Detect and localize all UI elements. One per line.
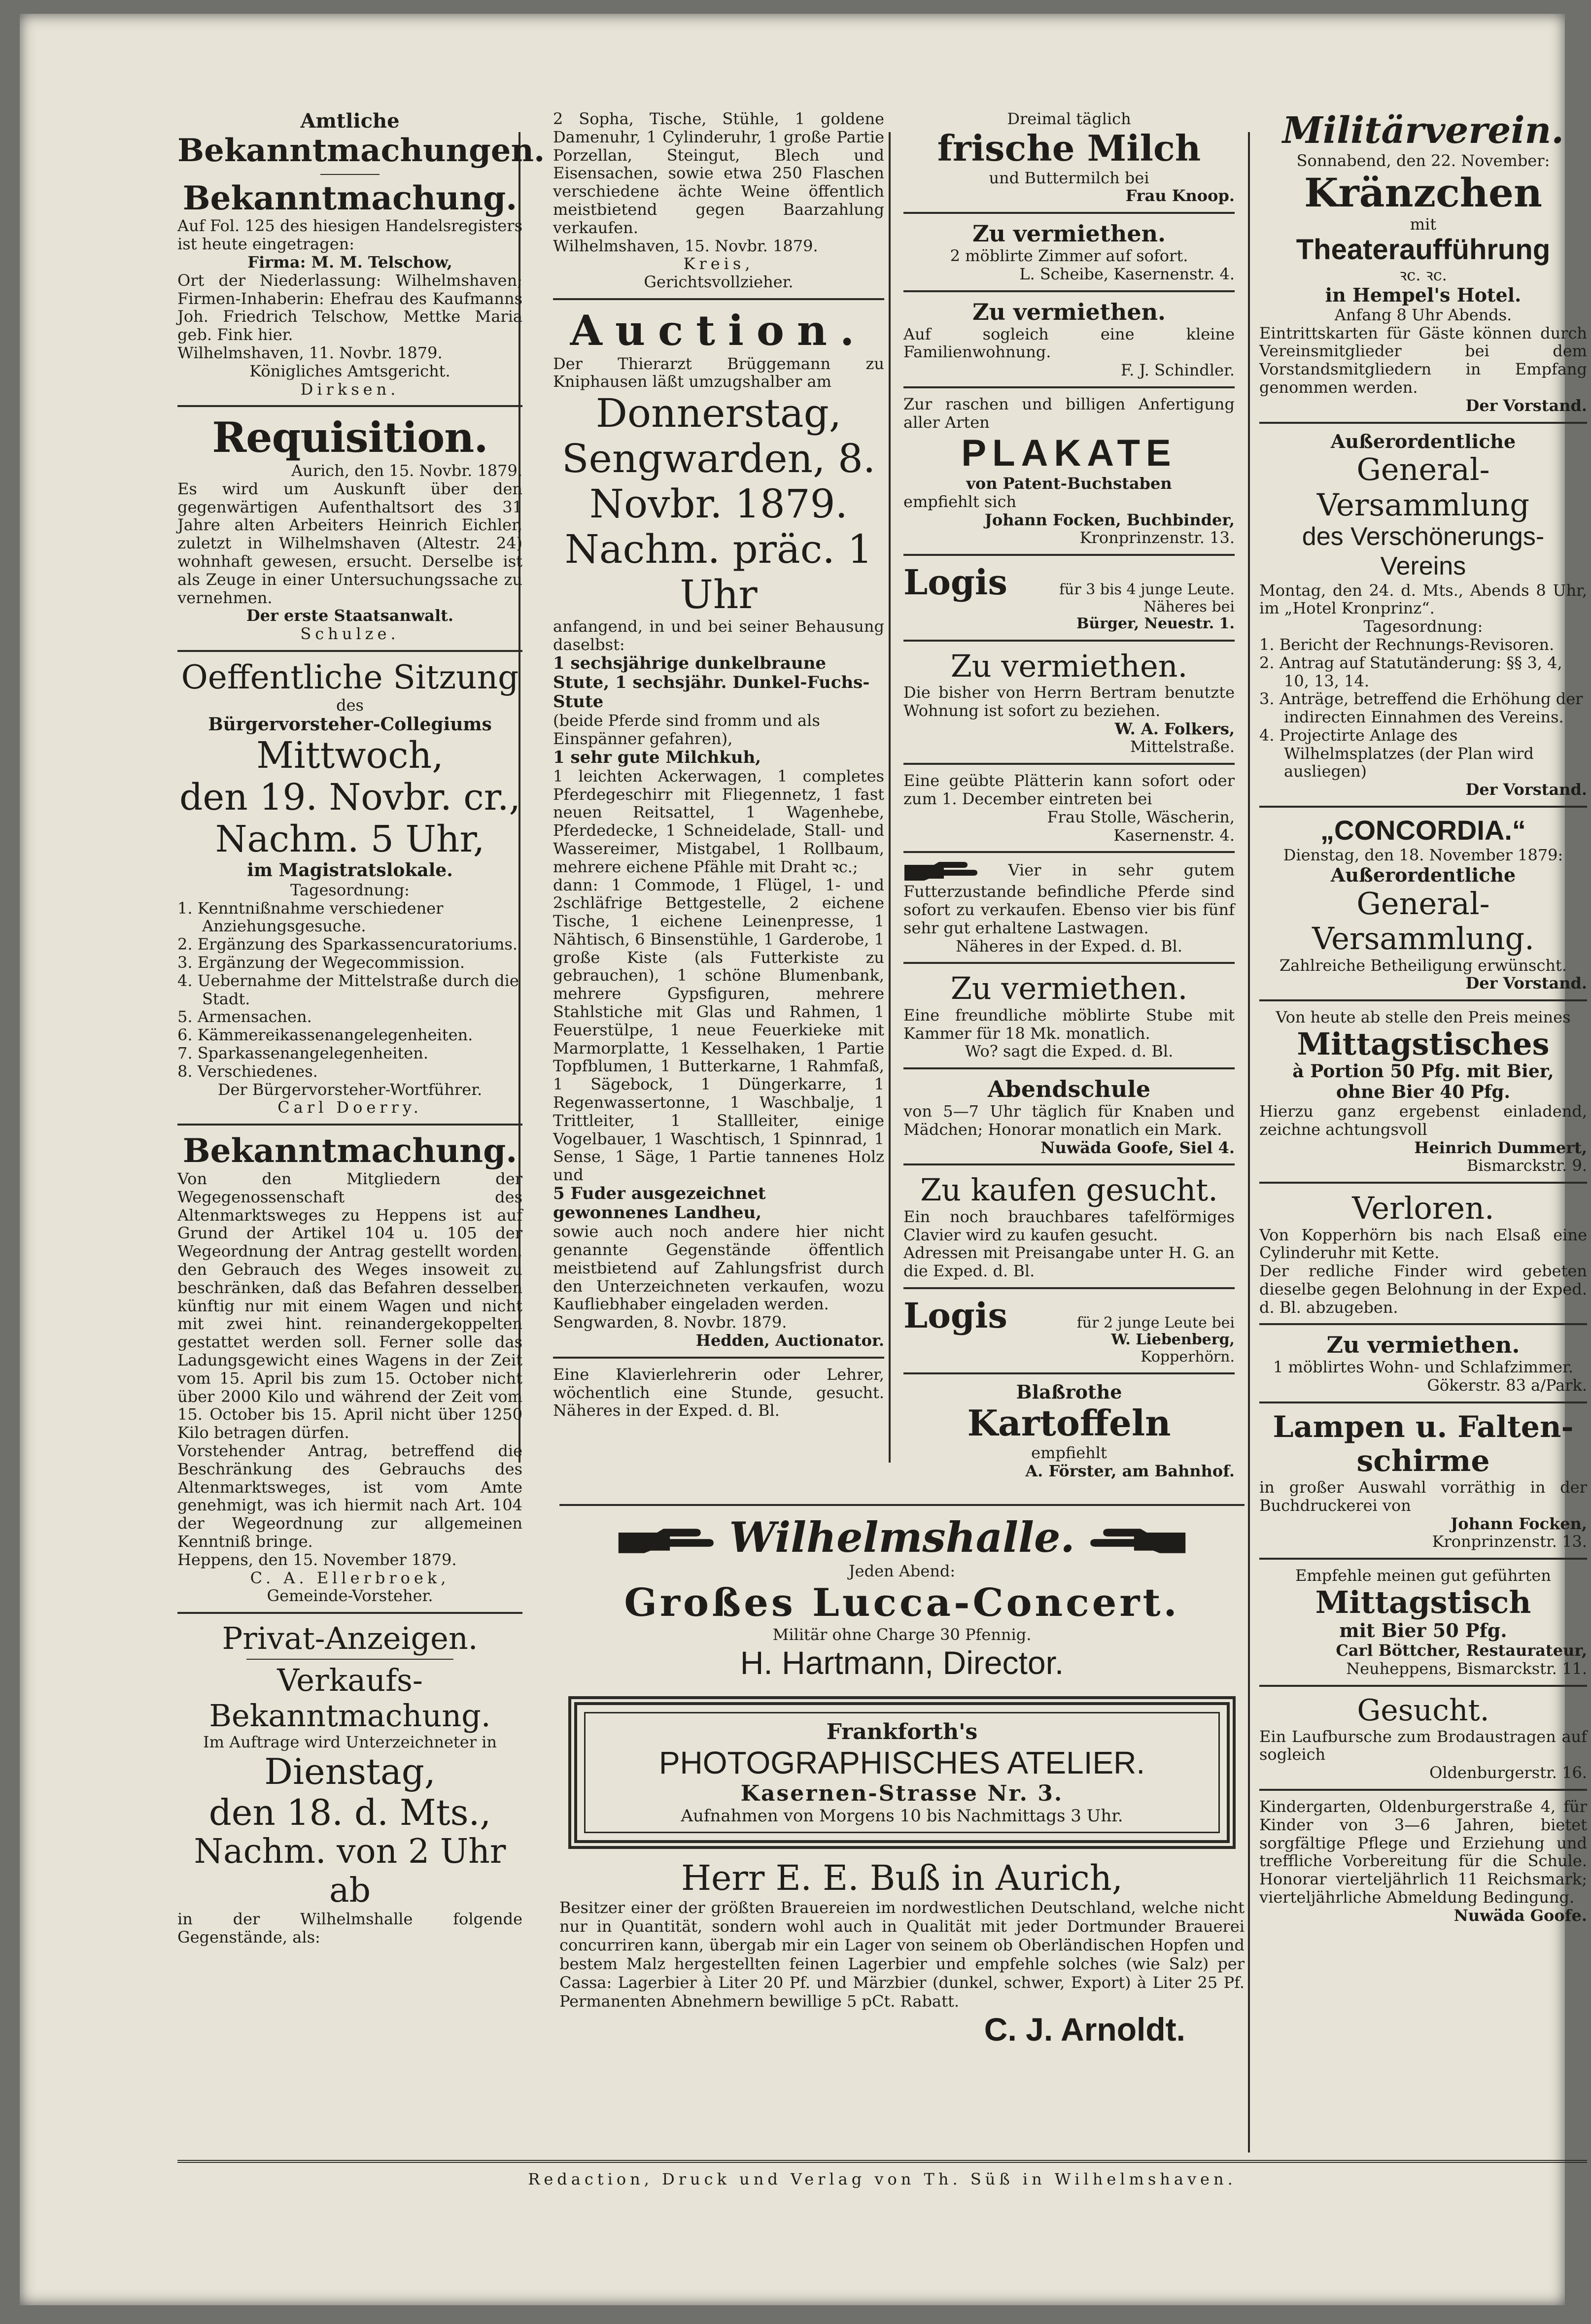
ad-date: Sengwarden, 8. Novbr. 1879. [553, 1313, 787, 1332]
agenda-item: 1. Bericht der Rechnungs-Revisoren. [1259, 635, 1555, 654]
ad-line: für 2 junge Leute bei [1076, 1314, 1235, 1332]
ad-title: Lampen u. Falten- [1273, 1409, 1574, 1444]
notice-title: Requisition. [212, 413, 488, 462]
ad-signature: L. Scheibe, Kasernenstr. 4. [1019, 264, 1235, 283]
agenda-label: Tagesordnung: [1363, 617, 1483, 636]
ad-date: Wilhelmshaven, 15. Novbr. 1879. [553, 236, 818, 255]
ad-signature: Nuwäda Goofe, Siel 4. [1040, 1138, 1235, 1157]
ad-title: Versammlung. [1312, 921, 1534, 957]
ad-body: Besitzer einer der größten Brauereien im nordwestlichen Deutschland, welche nicht nur in Quantität, sondern wohl auch in Qualität mit jeder Dortmunder Brauerei concurriren kann, übergab mir ein Lager von seinem ob Oberländischen Hopfen und bestem Malz hergestellten feinen Lagerbier und empfehle solches (wie Salz) per Cassa: Lagerbier à Liter 20 Pf. und Märzbier (dunkel, schwer, Export) à Liter 25 Pf. Permanenten Abnehmern bewillige 5 pCt. Rabatt. [559, 1898, 1245, 2011]
ad-date: Sengwarden, 8. Novbr. 1879. [561, 436, 876, 527]
logis-ad [903, 563, 1235, 633]
agenda-item: 6. Kämmereikassenangelegenheiten. [177, 1025, 473, 1045]
ad-title: Theateraufführung [1296, 233, 1551, 266]
ad-signature: Hedden, Auctionator. [695, 1331, 884, 1350]
notice-name: Carl Doerry. [277, 1098, 422, 1117]
ad-item: 1 sechsjährige dunkelbraune Stute, 1 sechsjähr. Dunkel-Fuchs-Stute [553, 653, 870, 712]
ad-body: Zur raschen und billigen Anfertigung aller Arten [903, 394, 1235, 432]
notice-title: Bekanntmachung. [209, 1697, 491, 1734]
ad-body [903, 860, 1235, 937]
notice-body: in der Wilhelmshalle folgende Gegenstände, als: [177, 1909, 522, 1947]
ad-body: Hierzu ganz ergebenst einladend, zeichne achtungsvoll [1259, 1102, 1587, 1139]
ad-date: Dienstag, den 18. November 1879: [1283, 846, 1563, 865]
ad-day: Donnerstag, [595, 390, 842, 437]
footer-imprint: Redaction, Druck und Verlag von Th. Süß in Wilhelmshaven. [528, 2170, 1237, 2188]
ad-body: Zahlreiche Betheiligung erwünscht. [1279, 956, 1567, 975]
ad-title: Kränzchen [1304, 169, 1543, 216]
ad-signature: Carl Böttcher, Restaurateur, [1336, 1640, 1587, 1660]
ad-body: Von Kopperhörn bis nach Elsaß eine Cylinderuhr mit Kette. [1259, 1225, 1587, 1263]
ad-title: Verloren. [1352, 1190, 1494, 1227]
notice-date: Heppens, den 15. November 1879. [177, 1550, 457, 1569]
notice-signature: Dirksen. [300, 379, 400, 399]
ad-signature: Nuwäda Goofe. [1453, 1906, 1587, 1925]
ad-title: Zu kaufen gesucht. [920, 1172, 1218, 1208]
ad-body: Näheres in der Exped. d. Bl. [956, 936, 1182, 956]
ad-item: 1 sehr gute Milchkuh, [553, 747, 761, 767]
notice-body: Vorstehender Antrag, betreffend die Beschränkung des Gebrauchs des Altenmarktsweges, ist vom Amte genehmigt, was ich hiermit nach Art. 104 der Wegeordnung zur allgemeinen Kenntniß bringe. [177, 1441, 522, 1551]
ad-role: Gerichtsvollzieher. [644, 273, 794, 292]
ad-title: Zu vermiethen. [972, 220, 1166, 247]
ad-title: Mittagstisches [1297, 1025, 1550, 1062]
ad-body: in großer Auswahl vorräthig in der Buchdruckerei von [1259, 1477, 1587, 1515]
notice-court: Königliches Amtsgericht. [249, 361, 450, 380]
ad-signature: Der Vorstand. [1465, 396, 1587, 415]
ad-title: „CONCORDIA.“ [1320, 815, 1526, 846]
ad-signature: Frau Stolle, Wäscherin, [1047, 807, 1235, 826]
ad-kicker: Außerordentliche [1330, 864, 1516, 887]
section-title: Privat-Anzeigen. [222, 1620, 478, 1657]
agenda-item: 2. Antrag auf Statutänderung: §§ 3, 4, 10, 13, 14. [1259, 653, 1562, 690]
ad-text: mit [1410, 214, 1437, 234]
agenda-item: 4. Projectirte Anlage des Wilhelmsplatzes (der Plan wird ausliegen) [1259, 725, 1534, 781]
ad-body: von 5—7 Uhr täglich für Knaben und Mädchen; Honorar monatlich ein Mark. [903, 1102, 1235, 1139]
ad-signature: Kreis, [683, 254, 754, 273]
agenda-item: 1. Kenntnißnahme verschiedener Anziehungsgesuche. [177, 898, 444, 936]
notice-signature: Der Bürgervorsteher-Wortführer. [217, 1080, 483, 1099]
ad-body: Auf sogleich eine kleine Familienwohnung. [903, 324, 1235, 362]
ad-body: und Buttermilch bei [989, 168, 1149, 187]
notice-date: Aurich, den 15. Novbr. 1879. [291, 461, 522, 480]
notice-signature: Der erste Staatsanwalt. [246, 606, 454, 625]
ad-title: schirme [1356, 1443, 1490, 1478]
ad-body: Montag, den 24. d. Mts., Abends 8 Uhr, im „Hotel Kronprinz“. [1259, 581, 1587, 618]
ad-signature: Heinrich Dummert, [1414, 1138, 1587, 1157]
ad-title: Logis [903, 562, 1007, 603]
ad-address: Kopperhörn. [1141, 1348, 1235, 1366]
ad-time: Anfang 8 Uhr Abends. [1334, 305, 1512, 324]
ad-time: Nachm. präc. 1 Uhr [564, 526, 873, 618]
ad-signature: W. A. Folkers, [1114, 719, 1235, 738]
notice-name: C. A. Ellerbroek, [250, 1568, 450, 1587]
ad-text: Vier in sehr gutem Futterzustande befindliche Pferde sind sofort zu verkaufen. Ebenso vier bis fünf sehr gut erhaltene Lastwagen. [903, 860, 1235, 937]
ad-body: Aufnahmen von Morgens 10 bis Nachmittags 3 Uhr. [681, 1806, 1123, 1826]
newspaper-page [20, 14, 1587, 2305]
ad-body: Militär ohne Charge 30 Pfennig. [772, 1625, 1032, 1644]
ad-signature: Frau Knoop. [1125, 186, 1235, 205]
ad-body: dann: 1 Commode, 1 Flügel, 1- und 2schläfrige Bettgestelle, 2 eichene Tische, 1 eichene Leinenpresse, 1 Nähtisch, 6 Binsenstühle, 1 Garderobe, 1 große Kiste (als Futterkiste zu gebrauchen), 1 schöne Blumenbank, mehrere Gypsfiguren, mehrere Stahlstiche mit Glas und Rahmen, 1 Feuerstülpe, 1 neue Feuerkieke mit Marmorplatte, 1 Kesselhaken, 1 Partie Topfblumen, 1 Butterkarne, 1 Rahmfaß, 1 Sägebock, 1 Düngerkarre, 1 Regenwassertonne, 1 Waschbalje, 1 Trittleiter, 1 Stallleiter, einige Vogelbauer, 1 Waschtisch, 1 Spinnrad, 1 Sense, 1 Säge, 1 Partie tannenes Holz und [553, 875, 884, 1185]
agenda-item: 7. Sparkassenangelegenheiten. [177, 1043, 429, 1062]
section-kicker: Amtliche [300, 109, 400, 133]
ad-title: Vereins [1380, 551, 1466, 581]
wide-ad-section [559, 1497, 1245, 2048]
ad-body: empfiehlt [1031, 1443, 1107, 1462]
notice-body: Von den Mitgliedern der Wegegenossenschaft des Altenmarktsweges zu Heppens ist auf Grund der Artikel 104 u. 105 der Wegeordnung der Antrag gestellt worden, den Gebrauch des Weges insoweit zu beschränken, daß das Befahren desselben künftig nur mit einem Wagen und nicht mit zwei hint. reinandergekoppelten gestattet werden soll. Ferner solle das Ladungsgewicht eines Wagens in der Zeit vom 15. April bis zum 15. October nicht über 2000 Kilo und während der Zeit vom 15. October bis 15. April nicht über 1250 Kilo betragen dürfen. [177, 1169, 522, 1442]
notice-name: Schulze. [300, 624, 400, 644]
ad-place: in Hempel's Hotel. [1325, 284, 1522, 307]
ad-body: Empfehle meinen gut geführten [1295, 1566, 1552, 1585]
ad-item: 5 Fuder ausgezeichnet gewonnenes Landheu, [553, 1184, 766, 1223]
ad-title: Herr E. E. Buß in Aurich, [681, 1858, 1123, 1898]
agenda-item: 4. Uebernahme der Mittelstraße durch die Stadt. [177, 971, 519, 1008]
ad-body: 2 möblirte Zimmer auf sofort. [950, 246, 1188, 266]
notice-text: des [336, 695, 364, 715]
ad-body: Wo? sagt die Exped. d. Bl. [965, 1042, 1174, 1061]
ad-body: Eine Klavierlehrerin oder Lehrer, wöchentlich eine Stunde, gesucht. Näheres in der Exped. d. Bl. [553, 1365, 884, 1420]
ad-title: Zu vermiethen. [950, 970, 1188, 1007]
column-4 [1259, 110, 1587, 1925]
notice-title: Bekanntmachung. [182, 1131, 518, 1170]
notice-role: Gemeinde-Vorsteher. [267, 1586, 433, 1606]
ad-body: Eine geübte Plätterin kann sofort oder zum 1. December eintreten bei [903, 771, 1235, 808]
notice-title: Oeffentliche Sitzung [181, 658, 519, 697]
ad-kicker: Blaßrothe [1016, 1381, 1122, 1403]
ad-signature: W. Liebenberg, [1111, 1331, 1235, 1349]
ad-title: Gesucht. [1357, 1693, 1489, 1728]
column-divider [1248, 132, 1250, 2153]
ad-title: General- [1356, 451, 1490, 488]
ad-body: 2 Sopha, Tische, Stühle, 1 goldene Damenuhr, 1 Cylinderuhr, 1 große Partie Porzellan, Steingut, Blech und Eisensachen, sowie etwa 250 Flaschen verschiedene ächte Weine öffentlich meistbietend gegen Baarzahlung verkaufen. [553, 109, 884, 237]
ad-signature: Der Vorstand. [1465, 780, 1587, 799]
ad-price: mit Bier 50 Pfg. [1339, 1619, 1507, 1642]
pointing-hand-icon [903, 860, 977, 883]
ad-title [559, 1513, 1245, 1562]
notice-place: im Magistratslokale. [247, 860, 453, 881]
agenda-item: 5. Armensachen. [177, 1007, 312, 1026]
ad-price: à Portion 50 Pfg. mit Bier, [1292, 1061, 1554, 1082]
notice-time: Nachm. von 2 Uhr ab [194, 1832, 506, 1910]
ad-body: von Patent-Buchstaben [966, 474, 1172, 493]
column-1 [177, 109, 545, 1947]
ad-signature: H. Hartmann, Director. [740, 1644, 1064, 1681]
ad-body: Eintrittskarten für Gäste können durch Vereinsmitglieder bei dem Vorstandsmitgliedern in Empfang genommen werden. [1259, 323, 1587, 397]
ad-date: Sonnabend, den 22. November: [1296, 151, 1550, 171]
ad-address: Mittelstraße. [1130, 737, 1235, 756]
notice-body: Auf Fol. 125 des hiesigen Handelsregisters ist heute eingetragen: [177, 216, 522, 254]
ad-title: Zu vermiethen. [1326, 1332, 1520, 1359]
ad-title: Auction. [570, 306, 867, 355]
notice-date: den 19. Novbr. cr., [179, 776, 521, 819]
notice-date: den 18. d. Mts., [208, 1791, 491, 1833]
ad-address: Bismarckstr. 9. [1466, 1156, 1587, 1175]
ad-title: Mittagstisch [1315, 1584, 1531, 1620]
ad-title: Großes Lucca-Concert. [624, 1580, 1180, 1625]
ad-address: Kasernen-Strasse Nr. 3. [740, 1781, 1064, 1806]
ad-body [1077, 1315, 1235, 1366]
ad-signature: A. Förster, am Bahnhof. [1025, 1461, 1235, 1480]
ad-body: Kindergarten, Oldenburgerstraße 4, für Kinder von 3—6 Jahren, bietet sorgfältige Pflege und Erziehung und treffliche Vorbereitung für die Schule. Honorar vierteljährlich 11 Reichsmark; vierteljährliche Abmeldung Bedingung. [1259, 1797, 1587, 1907]
notice-date: Wilhelmshaven, 11. Novbr. 1879. [177, 343, 443, 363]
pointing-hand-icon [1089, 1526, 1188, 1556]
ad-body: sowie auch noch andere hier nicht genannte Gegenstände öffentlich meistbietend auf Zahlungsfrist durch den Unterzeichneten verkaufen, wozu Kaufliebhaber eingeladen werden. [553, 1222, 884, 1314]
notice-body: Im Auftrage wird Unterzeichneter in [203, 1733, 497, 1752]
notice-title: Verkaufs- [277, 1662, 423, 1699]
ad-signature: Johann Focken, Buchbinder, [984, 510, 1235, 529]
column-3 [903, 110, 1235, 1480]
ad-title: PHOTOGRAPHISCHES ATELIER. [658, 1745, 1145, 1780]
ad-signature: C. J. Arnoldt. [984, 2011, 1185, 2048]
ad-price: ohne Bier 40 Pfg. [1336, 1081, 1511, 1102]
ad-body: Von heute ab stelle den Preis meines [1276, 1008, 1571, 1027]
ad-title: Logis [903, 1295, 1007, 1336]
ad-title: des Verschönerungs- [1302, 522, 1545, 551]
ad-address: Neuheppens, Bismarckstr. 11. [1346, 1659, 1587, 1678]
section-title: Bekanntmachungen. [177, 132, 545, 169]
ad-kicker: Frankforth's [826, 1719, 978, 1744]
ad-signature: F. J. Schindler. [1120, 361, 1235, 380]
agenda-item: 2. Ergänzung des Sparkassencuratoriums. [177, 935, 518, 954]
ad-address: Kasernenstr. 4. [1113, 825, 1235, 845]
ad-body: Ein Laufbursche zum Brodaustragen auf sogleich [1259, 1727, 1587, 1764]
ad-body [1059, 581, 1235, 633]
notice-day: Mittwoch, [256, 734, 444, 777]
ad-signature: Johann Focken, [1451, 1514, 1587, 1533]
ad-kicker: Dreimal täglich [1007, 109, 1131, 128]
logis-ad [903, 1296, 1235, 1366]
ad-signature: Der Vorstand. [1465, 974, 1587, 993]
notice-detail: Ort der Niederlassung: Wilhelmshaven; Firmen-Inhaberin: Ehefrau des Kaufmanns Joh. Friedrich Telschow, Mettke Maria geb. Fink hier. [177, 271, 522, 344]
ad-line: für 3 bis 4 junge Leute. [1059, 581, 1235, 599]
pointing-hand-icon [616, 1526, 715, 1556]
notice-time: Nachm. 5 Uhr, [215, 818, 485, 861]
ad-title: Zu vermiethen. [972, 298, 1166, 325]
ad-address: Kronprinzenstr. 13. [1432, 1532, 1587, 1551]
ad-item: (beide Pferde sind fromm und als Einspänner gefahren), [553, 711, 820, 748]
notice-text: Bürgervorsteher-Collegiums [208, 714, 492, 735]
ad-title: General- [1356, 885, 1490, 922]
agenda-item: 8. Verschiedenes. [177, 1061, 318, 1081]
ad-body: Der redliche Finder wird gebeten dieselbe gegen Belohnung in der Exped. d. Bl. abzugeben. [1259, 1262, 1587, 1317]
ad-title: PLAKATE [961, 432, 1177, 474]
ad-body: Adressen mit Preisangabe unter H. G. an die Exped. d. Bl. [903, 1243, 1235, 1281]
ad-body: 1 leichten Ackerwagen, 1 completes Pferdegeschirr mit Fliegennetz, 1 fast neuen Reitsattel, 1 Wagenhebe, Pferdedecke, 1 Schneidelade, Stall- und Wassereimer, Mistgabel, 1 Rollbaum, mehrere eichene Pfähle mit Draht ꝛc.; [553, 766, 884, 876]
page-footer [177, 2160, 1587, 2188]
ad-body: Die bisher von Herrn Bertram benutzte Wohnung ist sofort zu beziehen. [903, 683, 1235, 720]
column-2 [553, 110, 884, 1420]
ad-title-text: Wilhelmshalle. [729, 1513, 1075, 1562]
ad-kicker: Außerordentliche [1330, 430, 1516, 452]
ad-body: Ein noch brauchbares tafelförmiges Clavier wird zu kaufen gesucht. [903, 1207, 1235, 1244]
ad-body: Eine freundliche möblirte Stube mit Kammer für 18 Mk. monatlich. [903, 1005, 1235, 1043]
ad-body: Jeden Abend: [848, 1562, 956, 1580]
ad-signature: Bürger, Neuestr. 1. [1076, 615, 1235, 633]
ad-title: frische Milch [937, 127, 1201, 169]
notice-day: Dienstag, [264, 1750, 436, 1792]
ad-title: Zu vermiethen. [950, 648, 1188, 684]
agenda-item: 3. Ergänzung der Wegecommission. [177, 953, 465, 972]
ad-title: Versammlung [1316, 486, 1530, 523]
notice-title: Bekanntmachung. [182, 178, 518, 217]
agenda-list [177, 899, 522, 1081]
notice-firm: Firma: M. M. Telschow, [247, 253, 452, 272]
ad-title: Militärverein. [1282, 109, 1564, 152]
photographer-ad-frame [568, 1696, 1236, 1849]
column-divider [889, 132, 891, 1463]
footer-rule [177, 2160, 1587, 2163]
ad-title: Kartoffeln [967, 1402, 1171, 1444]
notice-body: Es wird um Auskunft über den gegenwärtigen Aufenthaltsort des 31 Jahre alten Arbeiters Heinrich Eichler, zuletzt in Wilhelmshaven (Altestr. 24) wohnhaft gewesen, ersucht. Derselbe ist als Zeuge in einer Untersuchungssache zu vernehmen. [177, 479, 522, 607]
ad-body: 1 möblirtes Wohn- und Schlafzimmer. [1273, 1358, 1574, 1377]
ad-address: Oldenburgerstr. 16. [1429, 1763, 1587, 1782]
ad-line: Näheres bei [1143, 598, 1235, 615]
ad-address: Kronprinzenstr. 13. [1079, 528, 1235, 547]
ad-title: Abendschule [987, 1076, 1151, 1103]
agenda-label: Tagesordnung: [290, 880, 410, 899]
ad-body: anfangend, in und bei seiner Behausung daselbst: [553, 617, 884, 654]
ad-address: Gökerstr. 83 a/Park. [1427, 1376, 1587, 1395]
agenda-item: 3. Anträge, betreffend die Erhöhung der indirecten Einnahmen des Vereins. [1259, 689, 1583, 727]
ad-body: Der Thierarzt Brüggemann zu Kniphausen läßt umzugshalber am [553, 354, 884, 391]
ad-text: ꝛc. ꝛc. [1399, 266, 1447, 285]
ad-body: empfiehlt sich [903, 492, 1017, 511]
